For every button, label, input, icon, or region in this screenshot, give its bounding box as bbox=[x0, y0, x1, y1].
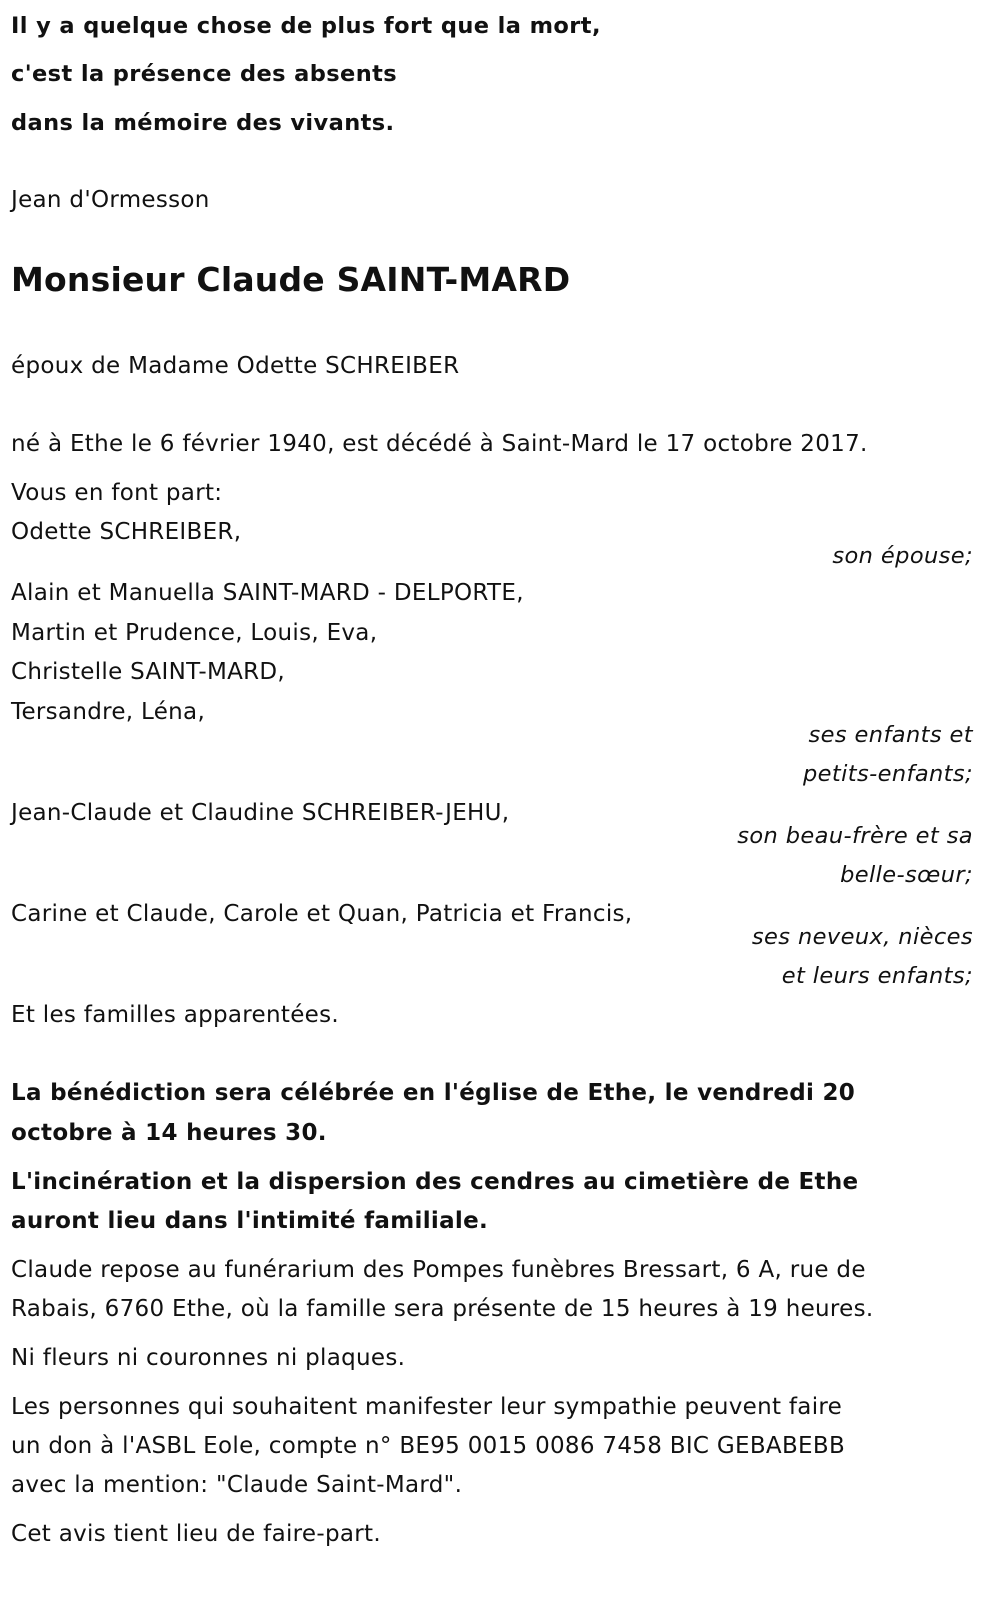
donation-line: avec la mention: "Claude Saint-Mard". bbox=[11, 1472, 463, 1498]
repose-line: Claude repose au funérarium des Pompes funèbres Bressart, 6 A, rue de bbox=[11, 1257, 866, 1283]
birth-death-line: né à Ethe le 6 février 1940, est décédé à Saint-Mard le 17 octobre 2017. bbox=[11, 431, 868, 457]
family-name-line: Christelle SAINT-MARD, bbox=[11, 659, 286, 685]
donation-line: Les personnes qui souhaitent manifester leur sympathie peuvent faire bbox=[11, 1394, 843, 1420]
family-relation-line: ses neveux, nièces bbox=[751, 924, 973, 950]
family-name-line: Carine et Claude, Carole et Quan, Patricia et Francis, bbox=[11, 901, 633, 927]
incineration-line: auront lieu dans l'intimité familiale. bbox=[11, 1208, 489, 1234]
spouse-line: époux de Madame Odette SCHREIBER bbox=[11, 353, 460, 379]
family-closing: Et les familles apparentées. bbox=[11, 1002, 339, 1028]
family-intro: Vous en font part: bbox=[11, 480, 223, 506]
quote-line-3: dans la mémoire des vivants. bbox=[11, 110, 395, 136]
incineration-line: L'incinération et la dispersion des cendres au cimetière de Ethe bbox=[11, 1169, 859, 1195]
quote-author: Jean d'Ormesson bbox=[11, 187, 210, 213]
family-name-line: Odette SCHREIBER, bbox=[11, 519, 242, 545]
family-name-line: Martin et Prudence, Louis, Eva, bbox=[11, 620, 378, 646]
no-flowers-note: Ni fleurs ni couronnes ni plaques. bbox=[11, 1345, 406, 1371]
family-name-line: Tersandre, Léna, bbox=[11, 699, 206, 725]
family-relation-line: et leurs enfants; bbox=[781, 963, 973, 989]
quote-line-1: Il y a quelque chose de plus fort que la mort, bbox=[11, 13, 601, 39]
family-relation-line: son beau-frère et sa bbox=[737, 823, 973, 849]
deceased-name: Monsieur Claude SAINT-MARD bbox=[11, 260, 571, 299]
donation-line: un don à l'ASBL Eole, compte n° BE95 0015 0086 7458 BIC GEBABEBB bbox=[11, 1433, 846, 1459]
family-name-line: Jean-Claude et Claudine SCHREIBER-JEHU, bbox=[11, 800, 510, 826]
quote-line-2: c'est la présence des absents bbox=[11, 61, 398, 87]
benediction-line: octobre à 14 heures 30. bbox=[11, 1120, 327, 1146]
family-name-line: Alain et Manuella SAINT-MARD - DELPORTE, bbox=[11, 580, 524, 606]
repose-line: Rabais, 6760 Ethe, où la famille sera présente de 15 heures à 19 heures. bbox=[11, 1296, 874, 1322]
family-relation-line: petits-enfants; bbox=[802, 761, 973, 787]
family-relation-line: belle-sœur; bbox=[840, 862, 973, 888]
family-relation-line: ses enfants et bbox=[808, 722, 973, 748]
benediction-line: La bénédiction sera célébrée en l'église de Ethe, le vendredi 20 bbox=[11, 1080, 856, 1106]
faire-part-note: Cet avis tient lieu de faire-part. bbox=[11, 1521, 381, 1547]
family-relation-line: son épouse; bbox=[832, 543, 973, 569]
